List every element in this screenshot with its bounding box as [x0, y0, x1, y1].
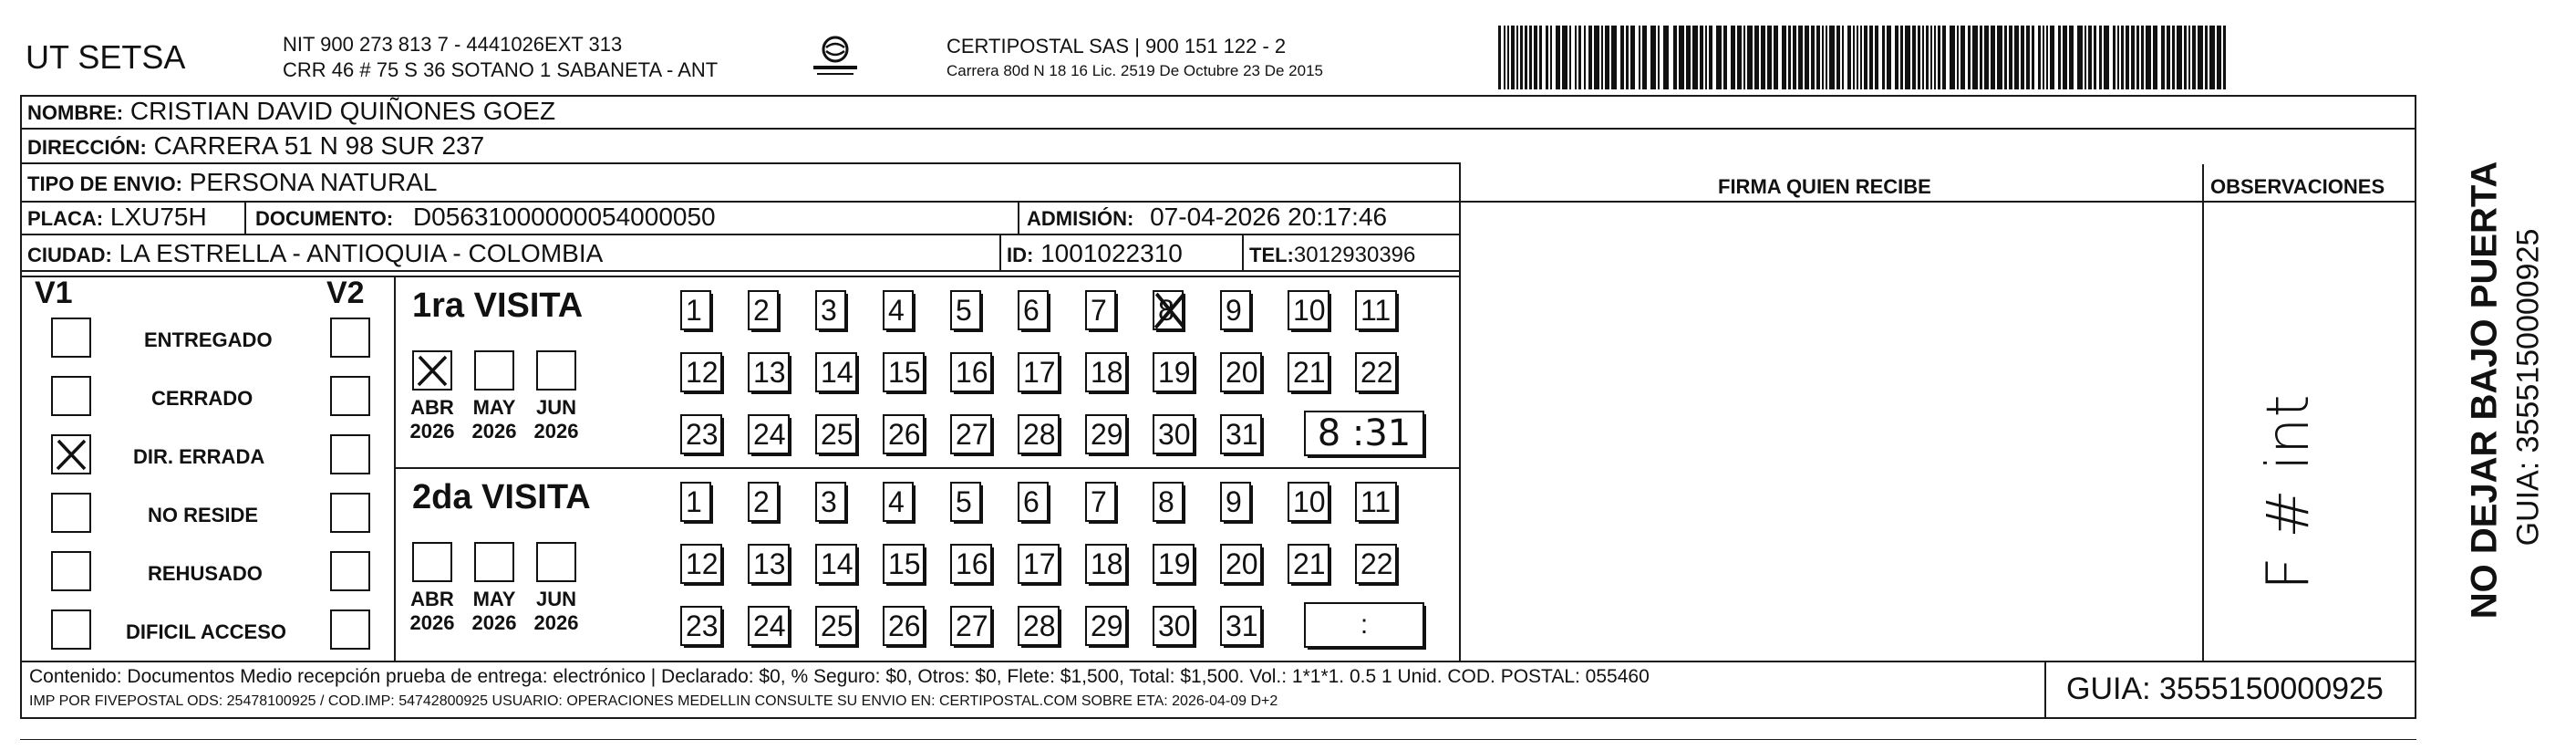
day-number: 15 [888, 356, 921, 389]
day-box[interactable] [815, 290, 846, 330]
day-box[interactable] [680, 544, 722, 584]
month-year: 2026 [533, 420, 579, 443]
day-box[interactable] [1153, 290, 1184, 330]
day-number: 17 [1023, 356, 1056, 389]
day-number: 29 [1091, 609, 1123, 642]
day-box[interactable] [1220, 606, 1262, 646]
day-box[interactable] [950, 482, 981, 522]
month-name: ABR [410, 396, 454, 419]
day-box[interactable] [815, 482, 846, 522]
row-divider [20, 162, 1461, 164]
day-box[interactable] [1085, 482, 1116, 522]
day-number: 10 [1293, 294, 1326, 327]
day-number: 20 [1226, 547, 1258, 580]
day-number: 9 [1226, 485, 1242, 518]
month-checkbox[interactable] [474, 350, 514, 391]
day-number: 10 [1293, 485, 1326, 518]
name-label: NOMBRE: [27, 101, 124, 124]
time-value: : [1360, 609, 1369, 640]
day-box[interactable] [815, 414, 857, 454]
observations-left-border [2202, 164, 2204, 662]
day-box[interactable] [1153, 544, 1195, 584]
day-box[interactable] [1220, 352, 1262, 392]
status-label: REHUSADO [148, 562, 263, 585]
admission-value: 07-04-2026 20:17:46 [1150, 203, 1388, 231]
day-box[interactable] [1153, 606, 1195, 646]
day-box[interactable] [748, 606, 790, 646]
month-checkbox[interactable] [536, 350, 576, 391]
v2-checkbox[interactable] [330, 609, 370, 650]
day-number: 13 [753, 356, 786, 389]
tel-divider [1242, 235, 1244, 272]
day-number: 27 [956, 609, 988, 642]
day-box[interactable] [950, 544, 992, 584]
month-name: MAY [472, 396, 516, 419]
day-box[interactable] [680, 290, 711, 330]
status-label: NO RESIDE [148, 504, 259, 526]
type-label: TIPO DE ENVIO: [27, 172, 182, 195]
city-value: LA ESTRELLA - ANTIOQUIA - COLOMBIA [119, 239, 604, 267]
v1-checkbox[interactable] [51, 376, 91, 416]
day-number: 15 [888, 547, 921, 580]
day-box[interactable] [1018, 352, 1060, 392]
id-label: ID: [1007, 244, 1034, 266]
day-number: 11 [1360, 485, 1391, 518]
id-value: 1001022310 [1040, 239, 1183, 267]
day-number: 14 [821, 547, 853, 580]
city-label: CIUDAD: [27, 244, 112, 266]
tel-label: TEL: [1249, 244, 1294, 266]
month-name: MAY [472, 588, 516, 610]
visit-divider [394, 467, 1459, 469]
row-divider [20, 234, 1461, 235]
day-number: 3 [821, 485, 837, 518]
v2-checkbox[interactable] [330, 493, 370, 533]
visit-title: 2da VISITA [412, 478, 591, 516]
day-box[interactable] [883, 482, 914, 522]
day-box[interactable] [1288, 482, 1329, 522]
content-line: Contenido: Documentos Medio recepción prueba de entrega: electrónico | Declarado: $0, % Seguro: $0, Otros: $0, Flete: $1,500, Total: $1,500. Vol.: 1*1*1. 0.5 1 Unid. COD. POSTAL: 055460 [29, 666, 1650, 687]
day-number: 21 [1293, 356, 1326, 389]
day-number: 28 [1023, 418, 1056, 451]
day-number: 14 [821, 356, 853, 389]
day-number: 5 [956, 485, 972, 518]
day-number: 31 [1226, 418, 1258, 451]
recipient-type: PERSONA NATURAL [189, 168, 438, 196]
day-number: 21 [1293, 547, 1326, 580]
company-address-line: CRR 46 # 75 S 36 SOTANO 1 SABANETA - ANT [283, 58, 719, 81]
status-label: DIR. ERRADA [133, 445, 265, 468]
day-box[interactable] [748, 544, 790, 584]
day-number: 19 [1158, 547, 1191, 580]
month-checkbox[interactable] [412, 350, 452, 391]
day-box[interactable] [1220, 414, 1262, 454]
day-box[interactable] [1220, 482, 1251, 522]
address-row [27, 131, 484, 161]
day-box[interactable] [1355, 290, 1397, 330]
right-border [2415, 95, 2416, 719]
day-number: 24 [753, 609, 786, 642]
day-box[interactable] [1355, 482, 1397, 522]
month-label [403, 396, 461, 443]
month-checkbox[interactable] [474, 542, 514, 582]
admission-label: ADMISIÓN: [1027, 207, 1134, 230]
day-number: 12 [686, 356, 719, 389]
month-label [465, 588, 523, 635]
row-divider [20, 128, 2416, 130]
day-box[interactable] [1288, 544, 1329, 584]
left-border [20, 95, 22, 719]
document-value: D05631000000054000050 [412, 203, 716, 231]
day-box[interactable] [680, 414, 722, 454]
day-number: 19 [1158, 356, 1191, 389]
day-number: 30 [1158, 418, 1191, 451]
day-number: 18 [1091, 356, 1123, 389]
day-box[interactable] [1355, 352, 1397, 392]
v1-checkbox[interactable] [51, 318, 91, 358]
signature-area [1463, 203, 2199, 659]
day-box[interactable] [680, 352, 722, 392]
day-box[interactable] [815, 606, 857, 646]
day-number: 8 [1158, 485, 1174, 518]
tel-value: 3012930396 [1293, 243, 1416, 267]
day-box[interactable] [815, 544, 857, 584]
time-value: 8 :31 [1317, 412, 1412, 454]
day-number: 12 [686, 547, 719, 580]
day-number: 23 [686, 418, 719, 451]
day-number: 2 [753, 485, 770, 518]
status-label: DIFICIL ACCESO [126, 620, 287, 643]
check-mark-icon [1151, 288, 1189, 332]
signature-left-border [1459, 164, 1461, 662]
row-divider [20, 270, 1461, 272]
day-box[interactable] [1018, 290, 1049, 330]
day-number: 26 [888, 418, 921, 451]
day-box[interactable] [680, 482, 711, 522]
guia-divider [2044, 662, 2046, 717]
day-number: 22 [1360, 356, 1393, 389]
document-row [255, 203, 716, 232]
day-box[interactable] [1018, 606, 1060, 646]
day-box[interactable] [1018, 482, 1049, 522]
v2-checkbox[interactable] [330, 434, 370, 474]
day-box[interactable] [748, 414, 790, 454]
day-number: 4 [888, 485, 905, 518]
bottom-border [20, 717, 2416, 719]
v2-checkbox[interactable] [330, 318, 370, 358]
license-line: Carrera 80d N 18 16 Lic. 2519 De Octubre 23 De 2015 [947, 62, 1323, 79]
day-box[interactable] [883, 414, 925, 454]
month-name: ABR [410, 588, 454, 610]
nit-line: NIT 900 273 813 7 - 4441026EXT 313 [283, 33, 623, 56]
id-divider [999, 235, 1001, 272]
day-box[interactable] [1085, 606, 1127, 646]
day-box[interactable] [1085, 352, 1127, 392]
day-box[interactable] [950, 414, 992, 454]
v1-checkbox[interactable] [51, 609, 91, 650]
month-year: 2026 [471, 611, 517, 634]
day-box[interactable] [1085, 544, 1127, 584]
day-number: 28 [1023, 609, 1056, 642]
status-label: ENTREGADO [144, 328, 273, 351]
id-row [1007, 239, 1183, 268]
day-number: 8 [1158, 294, 1174, 327]
day-box[interactable] [1220, 544, 1262, 584]
day-box[interactable] [748, 352, 790, 392]
courier-line: CERTIPOSTAL SAS | 900 151 122 - 2 [947, 35, 1287, 57]
month-year: 2026 [471, 420, 517, 443]
observations-handwriting: F # int [2255, 394, 2323, 590]
side-warning: NO DEJAR BAJO PUERTA [2464, 161, 2505, 620]
day-box[interactable] [1153, 414, 1195, 454]
v1-label: V1 [35, 276, 73, 310]
month-label [465, 396, 523, 443]
day-number: 7 [1091, 485, 1107, 518]
day-box[interactable] [748, 290, 779, 330]
type-row [27, 168, 437, 197]
v2-checkbox[interactable] [330, 376, 370, 416]
day-box[interactable] [1018, 544, 1060, 584]
day-box[interactable] [1288, 352, 1329, 392]
day-number: 1 [686, 294, 702, 327]
recipient-name: CRISTIAN DAVID QUIÑONES GOEZ [129, 97, 556, 125]
day-number: 25 [821, 418, 853, 451]
footer-divider [20, 661, 2416, 662]
day-number: 24 [753, 418, 786, 451]
day-box[interactable] [883, 544, 925, 584]
v2-label: V2 [326, 276, 365, 310]
certipostal-logo-icon [810, 31, 861, 82]
day-number: 17 [1023, 547, 1056, 580]
barcode [1498, 26, 2228, 89]
day-number: 6 [1023, 485, 1040, 518]
v2-checkbox[interactable] [330, 551, 370, 591]
day-box[interactable] [1153, 352, 1195, 392]
month-label [527, 396, 585, 443]
plate-label: PLACA: [27, 207, 104, 230]
company-name: UT SETSA [26, 38, 186, 76]
day-number: 16 [956, 356, 988, 389]
month-name: JUN [535, 396, 576, 419]
day-box[interactable] [1220, 290, 1251, 330]
day-box[interactable] [883, 290, 914, 330]
row-divider [20, 276, 1461, 277]
day-box[interactable] [950, 606, 992, 646]
admission-row [1027, 203, 1387, 232]
day-number: 26 [888, 609, 921, 642]
v1-checkbox[interactable] [51, 434, 91, 474]
plate-value: LXU75H [109, 203, 207, 231]
day-number: 23 [686, 609, 719, 642]
day-number: 5 [956, 294, 972, 327]
month-checkbox[interactable] [412, 542, 452, 582]
city-row [27, 239, 603, 268]
month-label [527, 588, 585, 635]
observations-label: OBSERVACIONES [2210, 175, 2385, 198]
v1-checkbox[interactable] [51, 493, 91, 533]
day-number: 29 [1091, 418, 1123, 451]
month-checkbox[interactable] [536, 542, 576, 582]
month-label [403, 588, 461, 635]
day-number: 3 [821, 294, 837, 327]
day-number: 20 [1226, 356, 1258, 389]
month-year: 2026 [409, 420, 455, 443]
document-label: DOCUMENTO: [255, 207, 394, 230]
month-name: JUN [535, 588, 576, 610]
day-number: 27 [956, 418, 988, 451]
status-divider [394, 276, 396, 662]
day-box[interactable] [1085, 290, 1116, 330]
plate-divider [244, 203, 246, 235]
time-field[interactable] [1304, 602, 1424, 648]
day-box[interactable] [748, 482, 779, 522]
side-guia: GUIA: 3555150000925 [2510, 228, 2546, 547]
status-label: CERRADO [151, 387, 253, 410]
day-number: 1 [686, 485, 702, 518]
visit-title: 1ra VISITA [412, 286, 584, 325]
day-box[interactable] [1085, 414, 1127, 454]
day-box[interactable] [1355, 544, 1397, 584]
day-number: 6 [1023, 294, 1040, 327]
day-box[interactable] [950, 352, 992, 392]
month-year: 2026 [533, 611, 579, 634]
day-box[interactable] [815, 352, 857, 392]
day-number: 4 [888, 294, 905, 327]
day-number: 11 [1360, 294, 1391, 327]
day-number: 25 [821, 609, 853, 642]
day-box[interactable] [950, 290, 981, 330]
tel-row [1249, 243, 1415, 268]
imp-line: IMP POR FIVEPOSTAL ODS: 25478100925 / COD.IMP: 54742800925 USUARIO: OPERACIONES MEDELLIN CONSULTE SU ENVIO EN: CERTIPOSTAL.COM SOBRE ETA: 2026-04-09 D+2 [29, 693, 1278, 709]
month-year: 2026 [409, 611, 455, 634]
day-box[interactable] [883, 606, 925, 646]
day-number: 18 [1091, 547, 1123, 580]
time-field[interactable] [1304, 411, 1424, 456]
name-row [27, 97, 555, 126]
day-box[interactable] [1153, 482, 1184, 522]
v1-checkbox[interactable] [51, 551, 91, 591]
day-number: 2 [753, 294, 770, 327]
day-number: 9 [1226, 294, 1242, 327]
guia-footer: GUIA: 3555150000925 [2066, 672, 2384, 706]
admission-divider [1018, 203, 1019, 235]
address-label: DIRECCIÓN: [27, 136, 147, 159]
day-number: 30 [1158, 609, 1191, 642]
day-box[interactable] [883, 352, 925, 392]
recipient-address: CARRERA 51 N 98 SUR 237 [153, 131, 485, 160]
day-box[interactable] [1018, 414, 1060, 454]
day-number: 13 [753, 547, 786, 580]
day-number: 22 [1360, 547, 1393, 580]
day-number: 31 [1226, 609, 1258, 642]
day-box[interactable] [680, 606, 722, 646]
day-number: 7 [1091, 294, 1107, 327]
day-box[interactable] [1288, 290, 1329, 330]
page-bottom-line [20, 739, 2416, 740]
plate-row [27, 203, 207, 232]
signature-label: FIRMA QUIEN RECIBE [1718, 175, 1931, 198]
day-number: 16 [956, 547, 988, 580]
